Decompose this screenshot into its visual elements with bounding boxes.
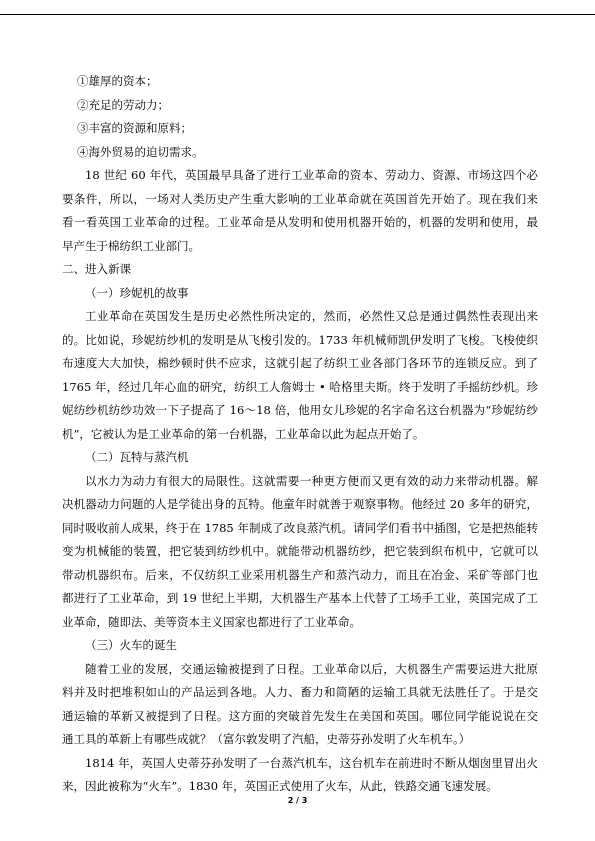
- paragraph-line: 都进行了工业革命，到 19 世纪上半期，大机器生产基本上代替了工场手工业，英国完成了工: [62, 591, 538, 605]
- paragraph-line: 变为机械能的装置，把它装到纺纱机中。就能带动机器纺纱，把它装到织布机中，它就可以: [62, 544, 538, 558]
- page-number: 2 / 3: [287, 796, 308, 805]
- subsection-heading: （一）珍妮机的故事: [85, 285, 189, 300]
- paragraph-line: 妮纺纱机纺纱功效一下子提高了 16～18 倍，他用女儿珍妮的名字命名这台机器为“珍妮纺纱: [62, 403, 538, 417]
- list-item: ①雄厚的资本；: [77, 74, 158, 88]
- section-heading: 二、进入新课: [62, 262, 131, 276]
- paragraph-line: 要条件，所以，一场对人类历史产生重大影响的工业革命就在英国首先开始了。现在我们来: [62, 191, 538, 206]
- header-rule: [0, 14, 595, 15]
- paragraph-line: 同时吸收前人成果，终于在 1785 年制成了改良蒸汽机。请同学们看书中插图，它是把热能转: [62, 520, 538, 535]
- paragraph-line: 18 世纪 60 年代，英国最早具备了进行工业革命的资本、劳动力、资源、市场这四个必: [85, 168, 538, 182]
- document-body: [62, 70, 538, 799]
- paragraph-line: 以水力为动力有很大的局限性。这就需要一种更方便而又更有效的动力来带动机器。解: [85, 473, 538, 488]
- subsection-heading: （二）瓦特与蒸汽机: [85, 450, 189, 464]
- paragraph-line: 来，因此被称为“火车”。1830 年，英国正式使用了火车，从此，铁路交通飞速发展。: [62, 779, 498, 793]
- paragraph-line: 的。比如说，珍妮纺纱机的发明是从飞梭引发的。1733 年机械师凯伊发明了飞梭。飞梭使织: [62, 332, 538, 347]
- paragraph-line: 1765 年，经过几年心血的研究，纺织工人詹姆士 • 哈格里夫斯。终于发明了手摇纺纱机。珍: [62, 379, 538, 394]
- paragraph-line: 业革命，随即法、美等资本主义国家也都进行了工业革命。: [62, 614, 361, 629]
- paragraph-line: 看一看英国工业革命的过程。工业革命是从发明和使用机器开始的，机器的发明和使用，最: [62, 215, 538, 229]
- paragraph-line: 决机器动力问题的人是学徒出身的瓦特。他童年时就善于观察事物。他经过 20 多年的研究，: [62, 497, 538, 511]
- paragraph-line: 1814 年，英国人史蒂芬孙发明了一台蒸汽机车，这台机车在前进时不断从烟囱里冒出火: [85, 755, 538, 770]
- paragraph-line: 通工具的革新上有哪些成就？（富尔敦发明了汽船，史蒂芬孙发明了火车机车。）: [62, 732, 471, 746]
- list-item: ④海外贸易的迫切需求。: [77, 144, 204, 159]
- paragraph-line: 工业革命在英国发生是历史必然性所决定的，然而，必然性又总是通过偶然性表现出来: [85, 309, 538, 323]
- subsection-heading: （三）火车的诞生: [85, 638, 177, 652]
- paragraph-line: 通运输的革新又被提到了日程。这方面的突破首先发生在美国和英国。哪位同学能说说在交: [62, 708, 538, 723]
- list-item: ②充足的劳动力；: [77, 97, 169, 112]
- paragraph-line: 早产生于棉纺织工业部门。: [62, 238, 200, 253]
- paragraph-line: 机”，它被认为是工业革命的第一台机器，工业革命以此为起点开始了。: [62, 426, 425, 441]
- paragraph-line: 料并及时把堆积如山的产品运到各地。人力、畜力和简陋的运输工具就无法胜任了。于是交: [62, 685, 538, 699]
- list-item: ③丰富的资源和原料；: [77, 121, 192, 135]
- paragraph-line: 带动机器织布。后来，不仅纺织工业采用机器生产和蒸汽动力，而且在冶金、采矿等部门也: [62, 567, 538, 582]
- paragraph-line: 布速度大大加快，棉纱顿时供不应求，这就引起了纺织工业各部门各环节的连锁反应。到了: [62, 356, 538, 370]
- paragraph-line: 随着工业的发展，交通运输被提到了日程。工业革命以后，大机器生产需要运进大批原: [85, 661, 538, 676]
